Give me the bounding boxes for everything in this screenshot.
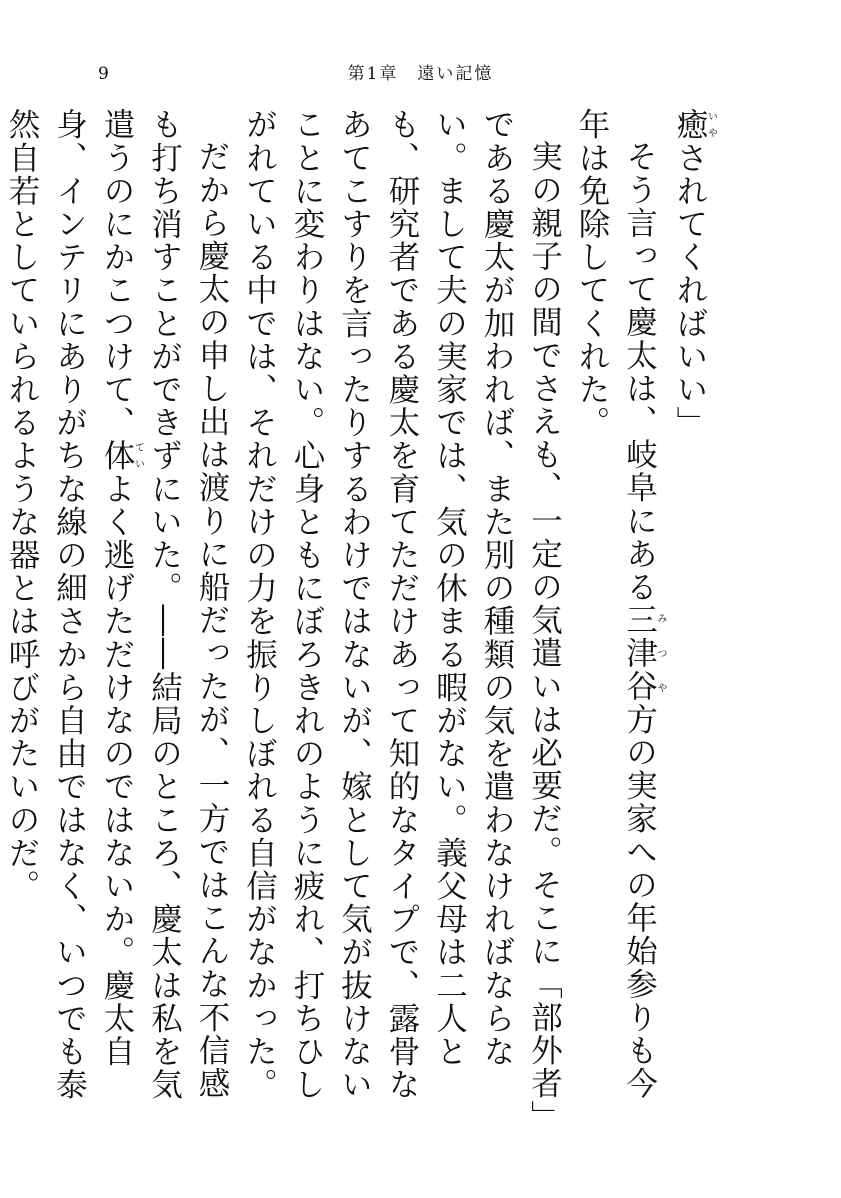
p4-text-a: だから慶太の申し出は渡りに船だったが、一方ではこんな不信感も打ち消すことができずにいた。――結局のところ、慶太は私を気遣うのにかこつけて、 xyxy=(99,108,230,1101)
paragraph-1 xyxy=(666,108,717,1118)
ruby-tei xyxy=(99,439,144,473)
paragraph-2 xyxy=(568,108,666,1118)
p2-text-a: そう言って慶太は、岐阜にある xyxy=(621,139,658,603)
ruby-iya xyxy=(672,108,717,142)
paragraph-4 xyxy=(0,108,235,1118)
p1-text-b: されてくればいい」 xyxy=(672,141,708,440)
p2-text-b: 方の実家への年始参りも今年は免除してくれた。 xyxy=(574,108,658,1100)
p4-text-b: よく逃げただけなのではないか。慶太自身、インテリにありがちな線の細さから自由ではなく、いつでも泰然自若としていられるような器とは呼びがたいのだ。 xyxy=(4,108,135,1101)
ruby-mitsuya xyxy=(621,602,666,703)
ruby-base: 三津谷 xyxy=(621,602,658,703)
running-head: 第1章 遠い記憶 xyxy=(347,64,494,84)
ruby-reading: みつや xyxy=(655,602,666,703)
ruby-reading: いや xyxy=(705,108,717,142)
paragraph-3: 実の親子の間でさえも、一定の気遣いは必要だ。そこに「部外者」である慶太が加われば、また別の種類の気を遣わなければならない。まして夫の実家では、気の休まる暇がない。義父母は二人とも、研究者である慶太を育てただけあって知的なタイプで、露骨なあてこすりを言ったりするわけではないが、嫁として気が抜けないことに変わりはない。心身ともにぼろきれのように疲れ、打ちひしがれている中では、それだけの力を振りしぼれる自信がなかった。 xyxy=(241,108,563,1117)
ruby-base: 体 xyxy=(99,439,135,473)
page-number: 9 xyxy=(98,64,109,84)
ruby-reading: てい xyxy=(132,439,144,473)
body-text xyxy=(4,108,717,1118)
ruby-base: 癒 xyxy=(672,108,708,142)
